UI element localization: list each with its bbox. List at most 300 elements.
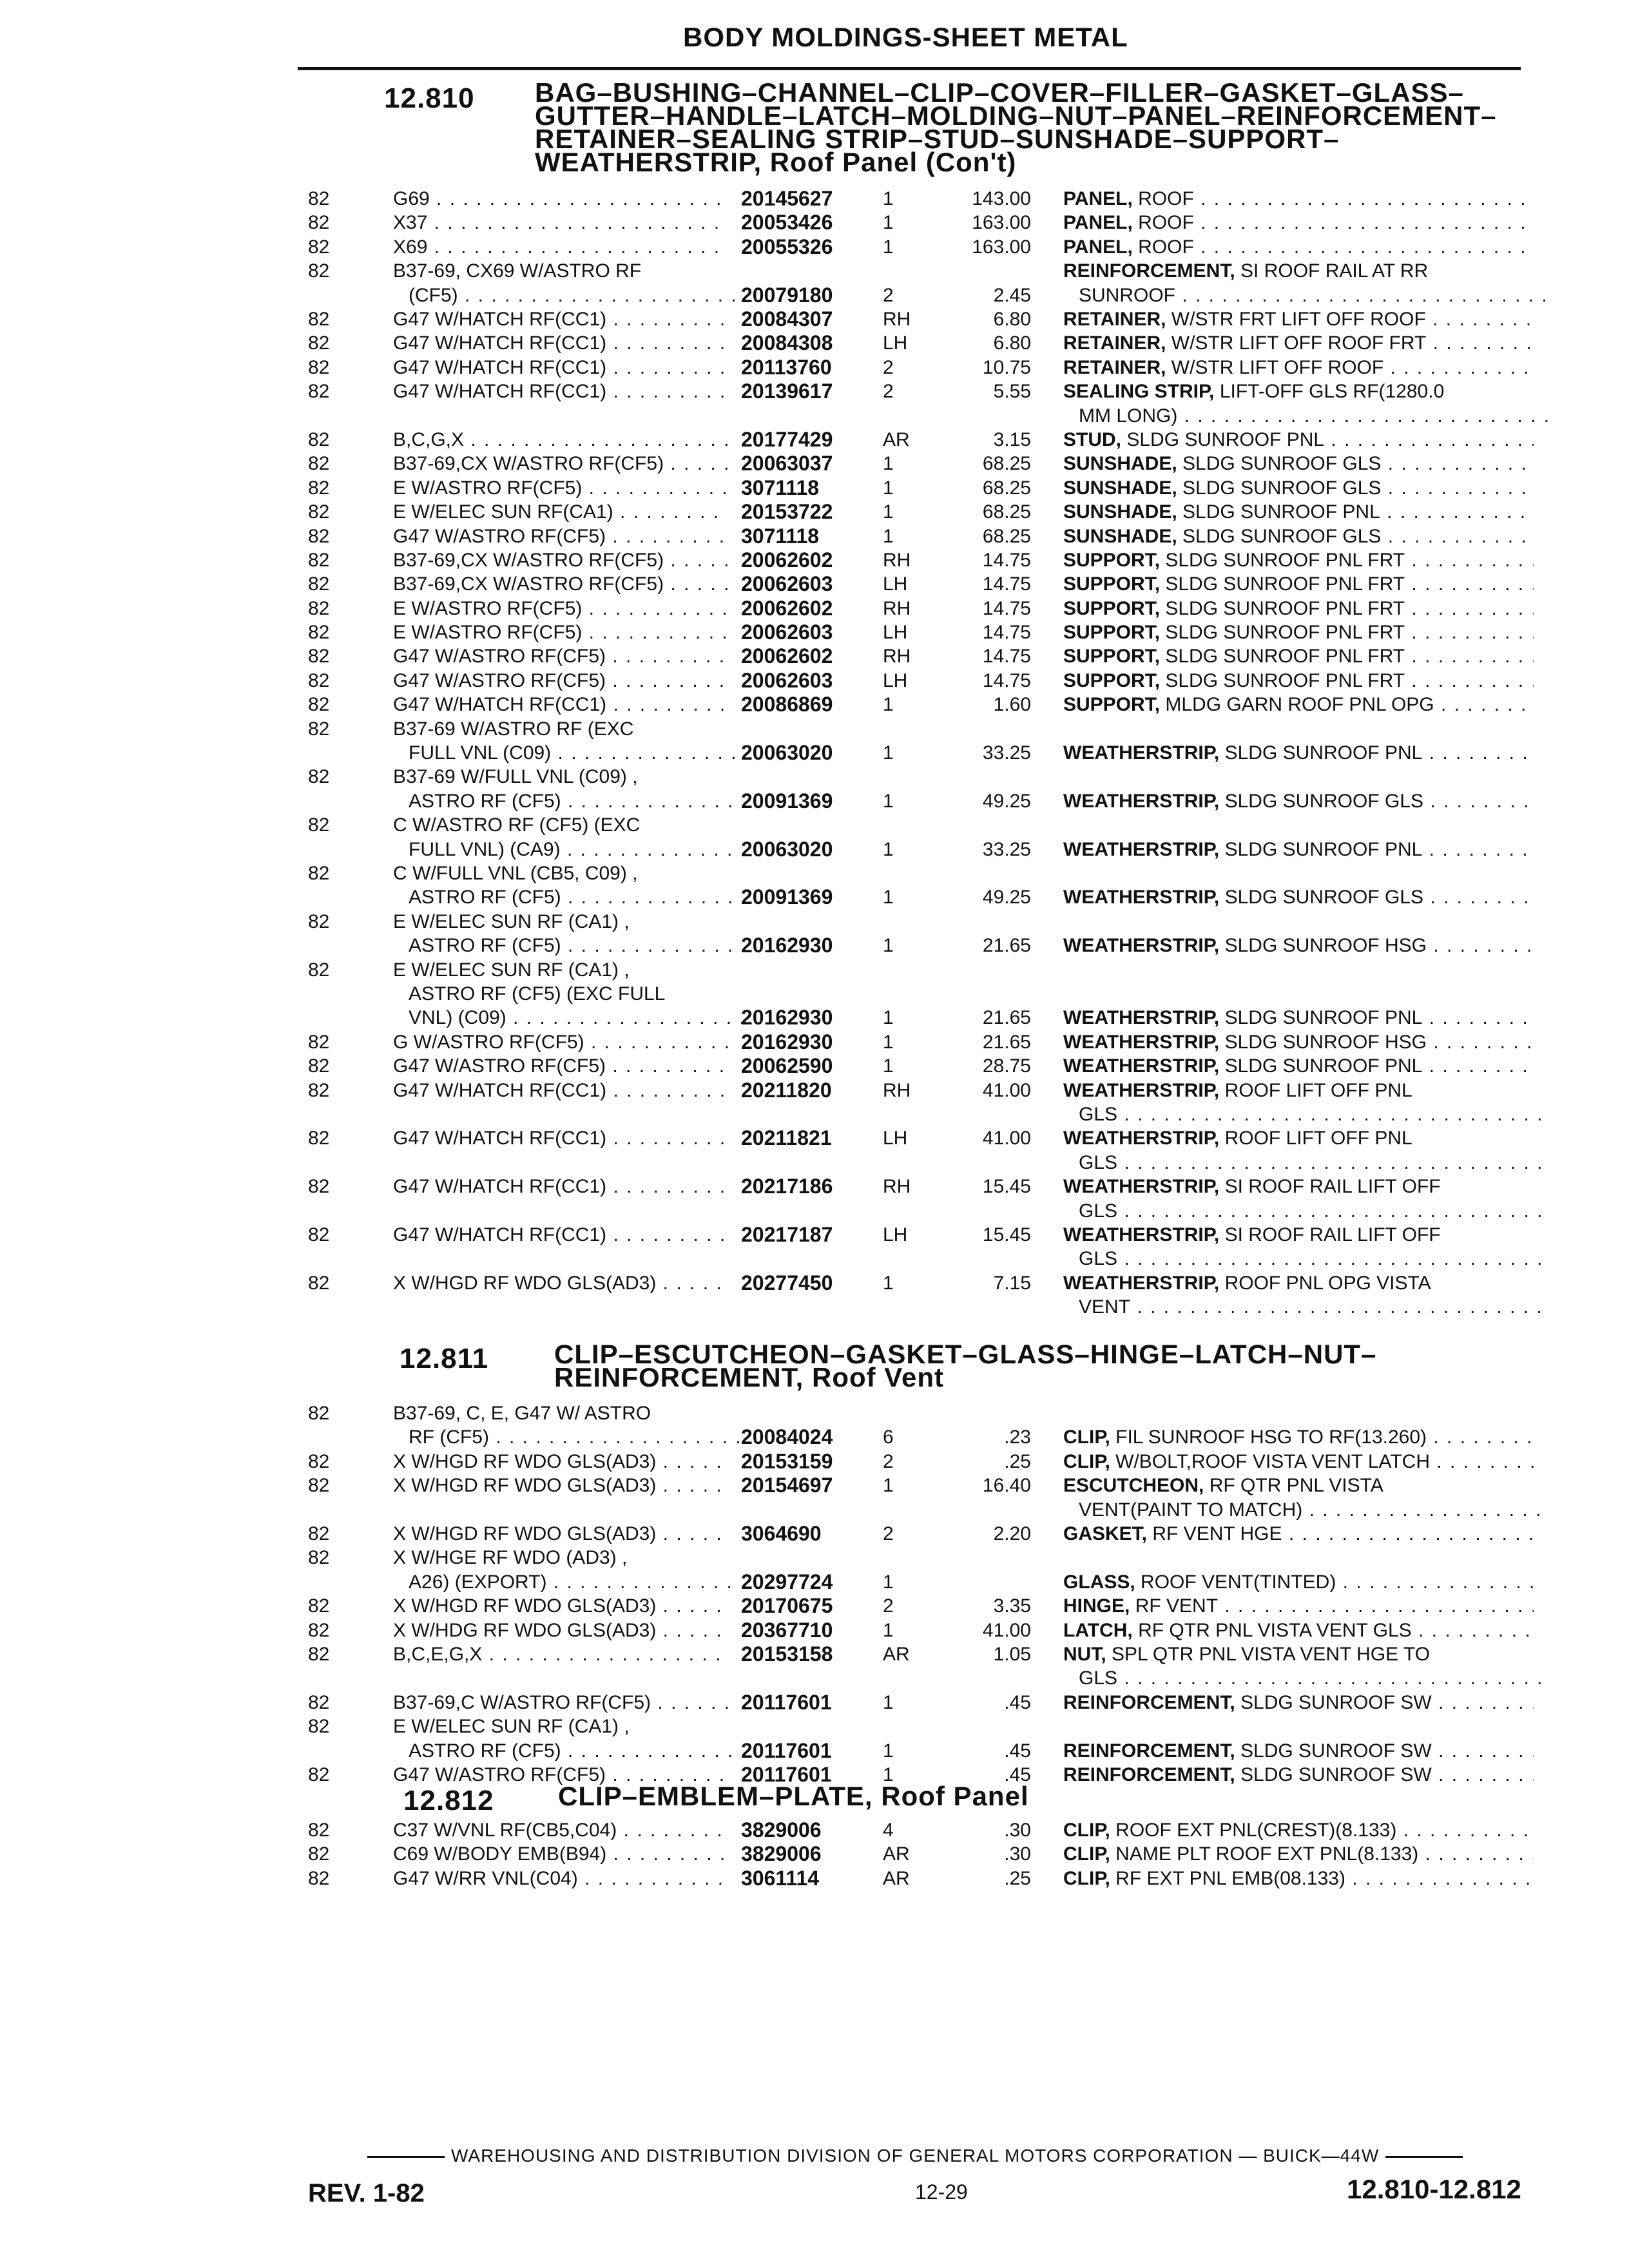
description-text: WEATHERSTRIP, SLDG SUNROOF GLS bbox=[1063, 887, 1423, 908]
part-number-cell: 20153159 bbox=[741, 1449, 833, 1473]
part-number-cell: 20162930 bbox=[741, 934, 833, 957]
model-cell bbox=[393, 1126, 728, 1150]
year-cell: 82 bbox=[308, 381, 330, 403]
price-cell: .25 bbox=[1004, 1867, 1031, 1889]
model-text: FULL VNL (C09) bbox=[409, 742, 552, 764]
description-text: SUPPORT, MLDG GARN ROOF PNL OPG bbox=[1063, 694, 1434, 716]
table-row bbox=[0, 1450, 1629, 1474]
model-text: G47 W/HATCH RF(CC1) bbox=[393, 308, 607, 330]
quantity-cell: 4 bbox=[883, 1820, 894, 1841]
part-number-cell: 20117601 bbox=[741, 1738, 832, 1762]
description-text: REINFORCEMENT, SI ROOF RAIL AT RR bbox=[1063, 260, 1429, 282]
description-cell bbox=[1063, 1642, 1534, 1666]
description-text: SUPPORT, SLDG SUNROOF PNL FRT bbox=[1063, 669, 1405, 691]
quantity-cell: 2 bbox=[883, 356, 894, 378]
model-text: G47 W/RR VNL(C04) bbox=[393, 1867, 578, 1889]
model-cell bbox=[393, 284, 744, 307]
year-cell: 82 bbox=[308, 332, 330, 354]
quantity-cell: 2 bbox=[883, 284, 894, 306]
model-text: G47 W/HATCH RF(CC1) bbox=[393, 1128, 607, 1149]
model-text: G47 W/ASTRO RF(CF5) bbox=[393, 1763, 606, 1785]
revision-label: REV. 1-82 bbox=[308, 2179, 425, 2207]
model-cell bbox=[393, 958, 728, 982]
year-cell: 82 bbox=[308, 1272, 330, 1294]
quantity-cell: LH bbox=[883, 622, 908, 644]
description-cell bbox=[1063, 741, 1534, 765]
table-row bbox=[0, 1030, 1629, 1054]
year-cell: 82 bbox=[308, 669, 330, 691]
quantity-cell: 1 bbox=[883, 935, 894, 957]
price-cell: 14.75 bbox=[982, 597, 1031, 619]
description-text: WEATHERSTRIP, SLDG SUNROOF PNL bbox=[1063, 838, 1423, 860]
description-cell bbox=[1063, 1842, 1534, 1866]
part-number-cell: 20162930 bbox=[741, 1030, 833, 1053]
model-text: ASTRO RF (CF5) bbox=[409, 1740, 561, 1762]
quantity-cell: 1 bbox=[883, 1475, 894, 1497]
model-cell bbox=[393, 1642, 728, 1666]
description-cell bbox=[1063, 187, 1534, 211]
model-text: B37-69,C W/ASTRO RF(CF5) bbox=[393, 1691, 651, 1713]
description-text: WEATHERSTRIP, SLDG SUNROOF HSG bbox=[1063, 1031, 1427, 1053]
division-text: WAREHOUSING AND DISTRIBUTION DIVISION OF GENERAL MOTORS CORPORATION — BUICK—44W bbox=[451, 2146, 1380, 2166]
section-title-line: GUTTER–HANDLE–LATCH–MOLDING–NUT–PANEL–REINFORCEMENT– bbox=[535, 101, 1497, 131]
description-text: MM LONG) bbox=[1079, 405, 1178, 427]
description-cell bbox=[1063, 572, 1534, 596]
year-cell: 82 bbox=[308, 1691, 330, 1713]
part-number-cell: 20062602 bbox=[741, 596, 833, 620]
year-cell: 82 bbox=[308, 1716, 330, 1738]
price-cell: 21.65 bbox=[982, 935, 1031, 957]
price-cell: .23 bbox=[1004, 1427, 1031, 1448]
table-row bbox=[0, 813, 1629, 861]
quantity-cell: 1 bbox=[883, 1272, 894, 1294]
description-text: SUPPORT, SLDG SUNROOF PNL FRT bbox=[1063, 549, 1405, 571]
page-title: BODY MOLDINGS-SHEET METAL bbox=[683, 22, 1128, 52]
table-row bbox=[0, 1546, 1629, 1594]
model-text: RF (CF5) bbox=[409, 1427, 489, 1448]
description-cell bbox=[1063, 1425, 1534, 1449]
model-cell bbox=[393, 1401, 728, 1425]
model-cell bbox=[393, 428, 728, 452]
model-text: VNL) (C09) bbox=[409, 1007, 506, 1029]
price-cell: 14.75 bbox=[982, 573, 1031, 595]
description-cell bbox=[1063, 211, 1534, 235]
model-cell bbox=[393, 910, 728, 934]
table-row bbox=[0, 524, 1629, 548]
year-cell: 82 bbox=[308, 814, 330, 836]
year-cell: 82 bbox=[308, 718, 330, 740]
part-number-cell: 20091369 bbox=[741, 789, 833, 812]
quantity-cell: LH bbox=[883, 1224, 908, 1245]
quantity-cell: RH bbox=[883, 1176, 911, 1198]
part-number-cell: 20053426 bbox=[741, 211, 833, 235]
model-cell bbox=[393, 1006, 744, 1030]
model-text: B,C,E,G,X bbox=[393, 1643, 483, 1665]
model-text: G47 W/HATCH RF(CC1) bbox=[393, 381, 607, 403]
table-row bbox=[0, 1079, 1629, 1127]
description-cell bbox=[1063, 669, 1534, 693]
year-cell: 82 bbox=[308, 236, 330, 258]
price-cell: 5.55 bbox=[993, 381, 1031, 403]
model-cell bbox=[393, 1619, 728, 1642]
model-text: E W/ASTRO RF(CF5) bbox=[393, 597, 583, 619]
description-cell bbox=[1063, 1818, 1534, 1842]
model-text: B37-69,CX W/ASTRO RF(CF5) bbox=[393, 573, 664, 595]
part-number-cell: 20063037 bbox=[741, 452, 833, 476]
model-cell bbox=[393, 1522, 728, 1546]
model-text: X W/HGD RF WDO GLS(AD3) bbox=[393, 1272, 657, 1294]
quantity-cell: 1 bbox=[883, 525, 894, 547]
quantity-cell: AR bbox=[883, 1643, 910, 1665]
model-text: X W/HGD RF WDO GLS(AD3) bbox=[393, 1475, 657, 1497]
year-cell: 82 bbox=[308, 1403, 330, 1424]
model-cell bbox=[393, 669, 728, 693]
model-cell bbox=[393, 476, 728, 500]
description-text: LATCH, RF QTR PNL VISTA VENT GLS bbox=[1063, 1619, 1412, 1641]
description-cell bbox=[1063, 1594, 1534, 1618]
part-number-cell: 3829006 bbox=[741, 1842, 822, 1866]
description-cell bbox=[1063, 1223, 1534, 1247]
model-text: B37-69, C, E, G47 W/ ASTRO bbox=[393, 1403, 651, 1424]
year-cell: 82 bbox=[308, 1619, 330, 1641]
price-cell: 2.45 bbox=[993, 284, 1031, 306]
model-text: C69 W/BODY EMB(B94) bbox=[393, 1843, 607, 1865]
price-cell: 14.75 bbox=[982, 622, 1031, 644]
description-text: STUD, SLDG SUNROOF PNL bbox=[1063, 428, 1325, 450]
model-text: ASTRO RF (CF5) bbox=[409, 790, 561, 812]
description-text: WEATHERSTRIP, SLDG SUNROOF PNL bbox=[1063, 1055, 1423, 1077]
part-number-cell: 20177429 bbox=[741, 427, 833, 451]
part-number-cell: 20084024 bbox=[741, 1425, 833, 1449]
part-number-cell: 3071118 bbox=[741, 476, 820, 499]
model-cell bbox=[393, 1594, 728, 1618]
part-number-cell: 20079180 bbox=[741, 283, 833, 307]
table-row bbox=[0, 476, 1629, 500]
description-text: GLS bbox=[1079, 1103, 1118, 1125]
description-text: SUNROOF bbox=[1079, 284, 1175, 306]
part-number-cell: 20063020 bbox=[741, 741, 833, 765]
description-cell bbox=[1063, 259, 1534, 283]
quantity-cell: LH bbox=[883, 669, 908, 691]
section-title-line: CLIP–ESCUTCHEON–GASKET–GLASS–HINGE–LATCH–NUT– bbox=[554, 1339, 1377, 1369]
model-cell bbox=[393, 1450, 728, 1474]
model-text: G47 W/ASTRO RF(CF5) bbox=[393, 1055, 606, 1077]
description-cell bbox=[1063, 404, 1549, 428]
model-text: B37-69,CX W/ASTRO RF(CF5) bbox=[393, 453, 664, 475]
model-cell bbox=[393, 1570, 744, 1594]
description-cell bbox=[1063, 1295, 1549, 1319]
table-row bbox=[0, 910, 1629, 958]
model-text: C W/FULL VNL (CB5, C09) , bbox=[393, 863, 638, 885]
model-cell bbox=[393, 597, 728, 620]
model-text: X69 bbox=[393, 236, 428, 258]
quantity-cell: 1 bbox=[883, 212, 894, 234]
model-cell bbox=[393, 524, 728, 548]
price-cell: 1.60 bbox=[993, 694, 1031, 716]
year-cell: 82 bbox=[308, 212, 330, 234]
description-cell bbox=[1063, 428, 1534, 452]
quantity-cell: 1 bbox=[883, 1007, 894, 1029]
model-cell bbox=[393, 741, 744, 765]
part-number-cell: 3064690 bbox=[741, 1521, 822, 1545]
description-text: CLIP, NAME PLT ROOF EXT PNL(8.133) bbox=[1063, 1843, 1419, 1865]
description-text: SUPPORT, SLDG SUNROOF PNL FRT bbox=[1063, 646, 1405, 668]
model-cell bbox=[393, 572, 728, 596]
model-text: X W/HGD RF WDO GLS(AD3) bbox=[393, 1595, 657, 1617]
year-cell: 82 bbox=[308, 1867, 330, 1889]
table-row bbox=[0, 620, 1629, 644]
year-cell: 82 bbox=[308, 622, 330, 644]
price-cell: 33.25 bbox=[982, 838, 1031, 860]
model-cell bbox=[393, 885, 744, 909]
description-text: HINGE, RF VENT bbox=[1063, 1595, 1219, 1617]
year-cell: 82 bbox=[308, 1643, 330, 1665]
price-cell: 3.15 bbox=[993, 428, 1031, 450]
table-row bbox=[0, 356, 1629, 380]
part-number-cell: 20367710 bbox=[741, 1618, 833, 1642]
description-cell bbox=[1063, 644, 1534, 668]
description-text: SUNSHADE, SLDG SUNROOF GLS bbox=[1063, 525, 1382, 547]
description-cell bbox=[1063, 500, 1534, 524]
price-cell: 7.15 bbox=[993, 1272, 1031, 1294]
table-row bbox=[0, 1223, 1629, 1271]
description-text: CLIP, W/BOLT,ROOF VISTA VENT LATCH bbox=[1063, 1450, 1430, 1472]
part-number-cell: 20217187 bbox=[741, 1222, 833, 1246]
model-cell bbox=[393, 331, 728, 355]
model-text: X W/HGD RF WDO GLS(AD3) bbox=[393, 1523, 657, 1544]
model-cell bbox=[393, 307, 728, 331]
part-number-cell: 20154697 bbox=[741, 1474, 833, 1497]
description-text: GLS bbox=[1079, 1200, 1118, 1222]
description-cell bbox=[1063, 620, 1534, 644]
model-text: G47 W/HATCH RF(CC1) bbox=[393, 356, 607, 378]
model-cell bbox=[393, 1054, 728, 1078]
model-text: E W/ELEC SUN RF (CA1) , bbox=[393, 1716, 630, 1738]
part-number-cell: 20297724 bbox=[741, 1570, 833, 1593]
year-cell: 82 bbox=[308, 1475, 330, 1497]
year-cell: 82 bbox=[308, 1224, 330, 1245]
year-cell: 82 bbox=[308, 766, 330, 788]
model-text: C37 W/VNL RF(CB5,C04) bbox=[393, 1820, 617, 1841]
year-cell: 82 bbox=[308, 1843, 330, 1865]
description-text: REINFORCEMENT, SLDG SUNROOF SW bbox=[1063, 1691, 1432, 1713]
quantity-cell: 1 bbox=[883, 453, 894, 475]
year-cell: 82 bbox=[308, 549, 330, 571]
part-number-cell: 3829006 bbox=[741, 1818, 822, 1841]
part-number-cell: 20217186 bbox=[741, 1175, 833, 1198]
description-cell bbox=[1063, 1126, 1534, 1150]
price-cell: 68.25 bbox=[982, 453, 1031, 475]
model-text: G47 W/HATCH RF(CC1) bbox=[393, 1224, 607, 1245]
model-text: B37-69 W/ASTRO RF (EXC bbox=[393, 718, 634, 740]
table-row bbox=[0, 331, 1629, 355]
price-cell: 163.00 bbox=[972, 212, 1031, 234]
year-cell: 82 bbox=[308, 501, 330, 523]
description-text: GLASS, ROOF VENT(TINTED) bbox=[1063, 1571, 1336, 1593]
price-cell: 14.75 bbox=[982, 646, 1031, 668]
table-row bbox=[0, 1522, 1629, 1546]
description-cell bbox=[1063, 1522, 1534, 1546]
description-cell bbox=[1063, 1498, 1549, 1522]
description-cell bbox=[1063, 1619, 1534, 1642]
quantity-cell: RH bbox=[883, 308, 911, 330]
table-row bbox=[0, 1401, 1629, 1450]
description-text: WEATHERSTRIP, SLDG SUNROOF HSG bbox=[1063, 935, 1427, 957]
parts-table bbox=[0, 187, 1629, 1320]
year-cell: 82 bbox=[308, 597, 330, 619]
description-cell bbox=[1063, 1247, 1549, 1271]
quantity-cell: 1 bbox=[883, 1619, 894, 1641]
model-cell bbox=[393, 1546, 728, 1570]
model-cell bbox=[393, 452, 728, 476]
year-cell: 82 bbox=[308, 477, 330, 499]
model-text: G47 W/ASTRO RF(CF5) bbox=[393, 669, 606, 691]
model-cell bbox=[393, 356, 728, 380]
quantity-cell: 1 bbox=[883, 742, 894, 764]
price-cell: 3.35 bbox=[993, 1595, 1031, 1617]
price-cell: 14.75 bbox=[982, 669, 1031, 691]
model-cell bbox=[393, 813, 728, 837]
year-cell: 82 bbox=[308, 428, 330, 450]
table-row bbox=[0, 572, 1629, 596]
year-cell: 82 bbox=[308, 356, 330, 378]
model-cell bbox=[393, 211, 728, 235]
model-cell bbox=[393, 1175, 728, 1198]
table-row bbox=[0, 1126, 1629, 1175]
description-cell bbox=[1063, 597, 1534, 620]
year-cell: 82 bbox=[308, 1055, 330, 1077]
model-text: G47 W/HATCH RF(CC1) bbox=[393, 1079, 607, 1101]
description-cell bbox=[1063, 356, 1534, 380]
quantity-cell: 1 bbox=[883, 1031, 894, 1053]
description-cell bbox=[1063, 1102, 1549, 1126]
description-cell bbox=[1063, 1271, 1534, 1295]
year-cell: 82 bbox=[308, 308, 330, 330]
model-text: G69 bbox=[393, 188, 430, 209]
description-text: VENT bbox=[1079, 1296, 1131, 1318]
price-cell: 163.00 bbox=[972, 236, 1031, 258]
model-cell bbox=[393, 1842, 728, 1866]
part-number-cell: 20091369 bbox=[741, 885, 833, 909]
table-row bbox=[0, 765, 1629, 813]
table-row bbox=[0, 428, 1629, 452]
model-text: B37-69,CX W/ASTRO RF(CF5) bbox=[393, 549, 664, 571]
section-title-line: REINFORCEMENT, Roof Vent bbox=[554, 1362, 945, 1392]
description-cell bbox=[1063, 1006, 1534, 1030]
description-cell bbox=[1063, 331, 1534, 355]
part-number-cell: 20062603 bbox=[741, 620, 833, 644]
model-cell bbox=[393, 693, 728, 716]
quantity-cell: LH bbox=[883, 1128, 908, 1149]
price-cell: .30 bbox=[1004, 1820, 1031, 1841]
parts-table bbox=[0, 1818, 1629, 1890]
price-cell: 21.65 bbox=[982, 1007, 1031, 1029]
table-row bbox=[0, 1619, 1629, 1642]
model-cell bbox=[393, 1425, 744, 1449]
quantity-cell: RH bbox=[883, 646, 911, 668]
table-row bbox=[0, 1818, 1629, 1842]
price-cell: 15.45 bbox=[982, 1224, 1031, 1245]
part-number-cell: 20170675 bbox=[741, 1594, 833, 1618]
year-cell: 82 bbox=[308, 188, 330, 209]
section-title bbox=[558, 1781, 1029, 1811]
model-text: X37 bbox=[393, 212, 428, 234]
quantity-cell: RH bbox=[883, 549, 911, 571]
price-cell: .30 bbox=[1004, 1843, 1031, 1865]
model-cell bbox=[393, 500, 728, 524]
part-number-cell: 20117601 bbox=[741, 1762, 832, 1786]
description-cell bbox=[1063, 1739, 1534, 1763]
part-number-cell: 20084307 bbox=[741, 307, 833, 331]
description-cell bbox=[1063, 1763, 1534, 1787]
price-cell: .45 bbox=[1004, 1740, 1031, 1762]
description-text: GLS bbox=[1079, 1151, 1118, 1173]
description-text: GASKET, RF VENT HGE bbox=[1063, 1523, 1282, 1544]
price-cell: 28.75 bbox=[982, 1055, 1031, 1077]
table-row bbox=[0, 693, 1629, 716]
description-text: CLIP, RF EXT PNL EMB(08.133) bbox=[1063, 1867, 1345, 1889]
model-cell bbox=[393, 1079, 728, 1102]
description-text: PANEL, ROOF bbox=[1063, 188, 1194, 209]
year-cell: 82 bbox=[308, 260, 330, 282]
table-row bbox=[0, 1715, 1629, 1763]
price-cell: 16.40 bbox=[982, 1475, 1031, 1497]
model-text: X W/HGD RF WDO GLS(AD3) bbox=[393, 1450, 657, 1472]
quantity-cell: 1 bbox=[883, 1055, 894, 1077]
description-cell bbox=[1063, 934, 1534, 957]
quantity-cell: 1 bbox=[883, 838, 894, 860]
price-cell: 49.25 bbox=[982, 887, 1031, 908]
model-text: G W/ASTRO RF(CF5) bbox=[393, 1031, 584, 1053]
description-text: REINFORCEMENT, SLDG SUNROOF SW bbox=[1063, 1763, 1432, 1785]
description-text: SUPPORT, SLDG SUNROOF PNL FRT bbox=[1063, 622, 1405, 644]
section-number: 12.812 bbox=[403, 1785, 494, 1816]
model-text: G47 W/ASTRO RF(CF5) bbox=[393, 525, 606, 547]
description-cell bbox=[1063, 1030, 1534, 1054]
description-cell bbox=[1063, 476, 1534, 500]
price-cell: 10.75 bbox=[982, 356, 1031, 378]
price-cell: 15.45 bbox=[982, 1176, 1031, 1198]
part-number-cell: 20084308 bbox=[741, 331, 833, 355]
description-text: SUPPORT, SLDG SUNROOF PNL FRT bbox=[1063, 597, 1405, 619]
description-cell bbox=[1063, 524, 1534, 548]
description-text: CLIP, ROOF EXT PNL(CREST)(8.133) bbox=[1063, 1820, 1397, 1841]
model-cell bbox=[393, 1474, 728, 1497]
parts-table bbox=[0, 1401, 1629, 1787]
table-row bbox=[0, 1474, 1629, 1522]
part-number-cell: 20211821 bbox=[741, 1126, 832, 1150]
quantity-cell: AR bbox=[883, 428, 910, 450]
model-text: X W/HGE RF WDO (AD3) , bbox=[393, 1547, 628, 1569]
quantity-cell: 1 bbox=[883, 188, 894, 209]
description-text: WEATHERSTRIP, ROOF LIFT OFF PNL bbox=[1063, 1079, 1412, 1101]
table-row bbox=[0, 235, 1629, 259]
quantity-cell: 2 bbox=[883, 1523, 894, 1544]
table-row bbox=[0, 1867, 1629, 1890]
price-cell: 68.25 bbox=[982, 477, 1031, 499]
description-text: RETAINER, W/STR LIFT OFF ROOF bbox=[1063, 356, 1384, 378]
description-cell bbox=[1063, 1666, 1549, 1690]
description-text: RETAINER, W/STR LIFT OFF ROOF FRT bbox=[1063, 332, 1427, 354]
year-cell: 82 bbox=[308, 959, 330, 981]
table-row bbox=[0, 187, 1629, 211]
model-text: E W/ELEC SUN RF (CA1) , bbox=[393, 959, 630, 981]
quantity-cell: 2 bbox=[883, 1450, 894, 1472]
model-text: E W/ASTRO RF(CF5) bbox=[393, 477, 583, 499]
table-row bbox=[0, 380, 1629, 428]
quantity-cell: 1 bbox=[883, 501, 894, 523]
description-text: SUNSHADE, SLDG SUNROOF GLS bbox=[1063, 477, 1382, 499]
